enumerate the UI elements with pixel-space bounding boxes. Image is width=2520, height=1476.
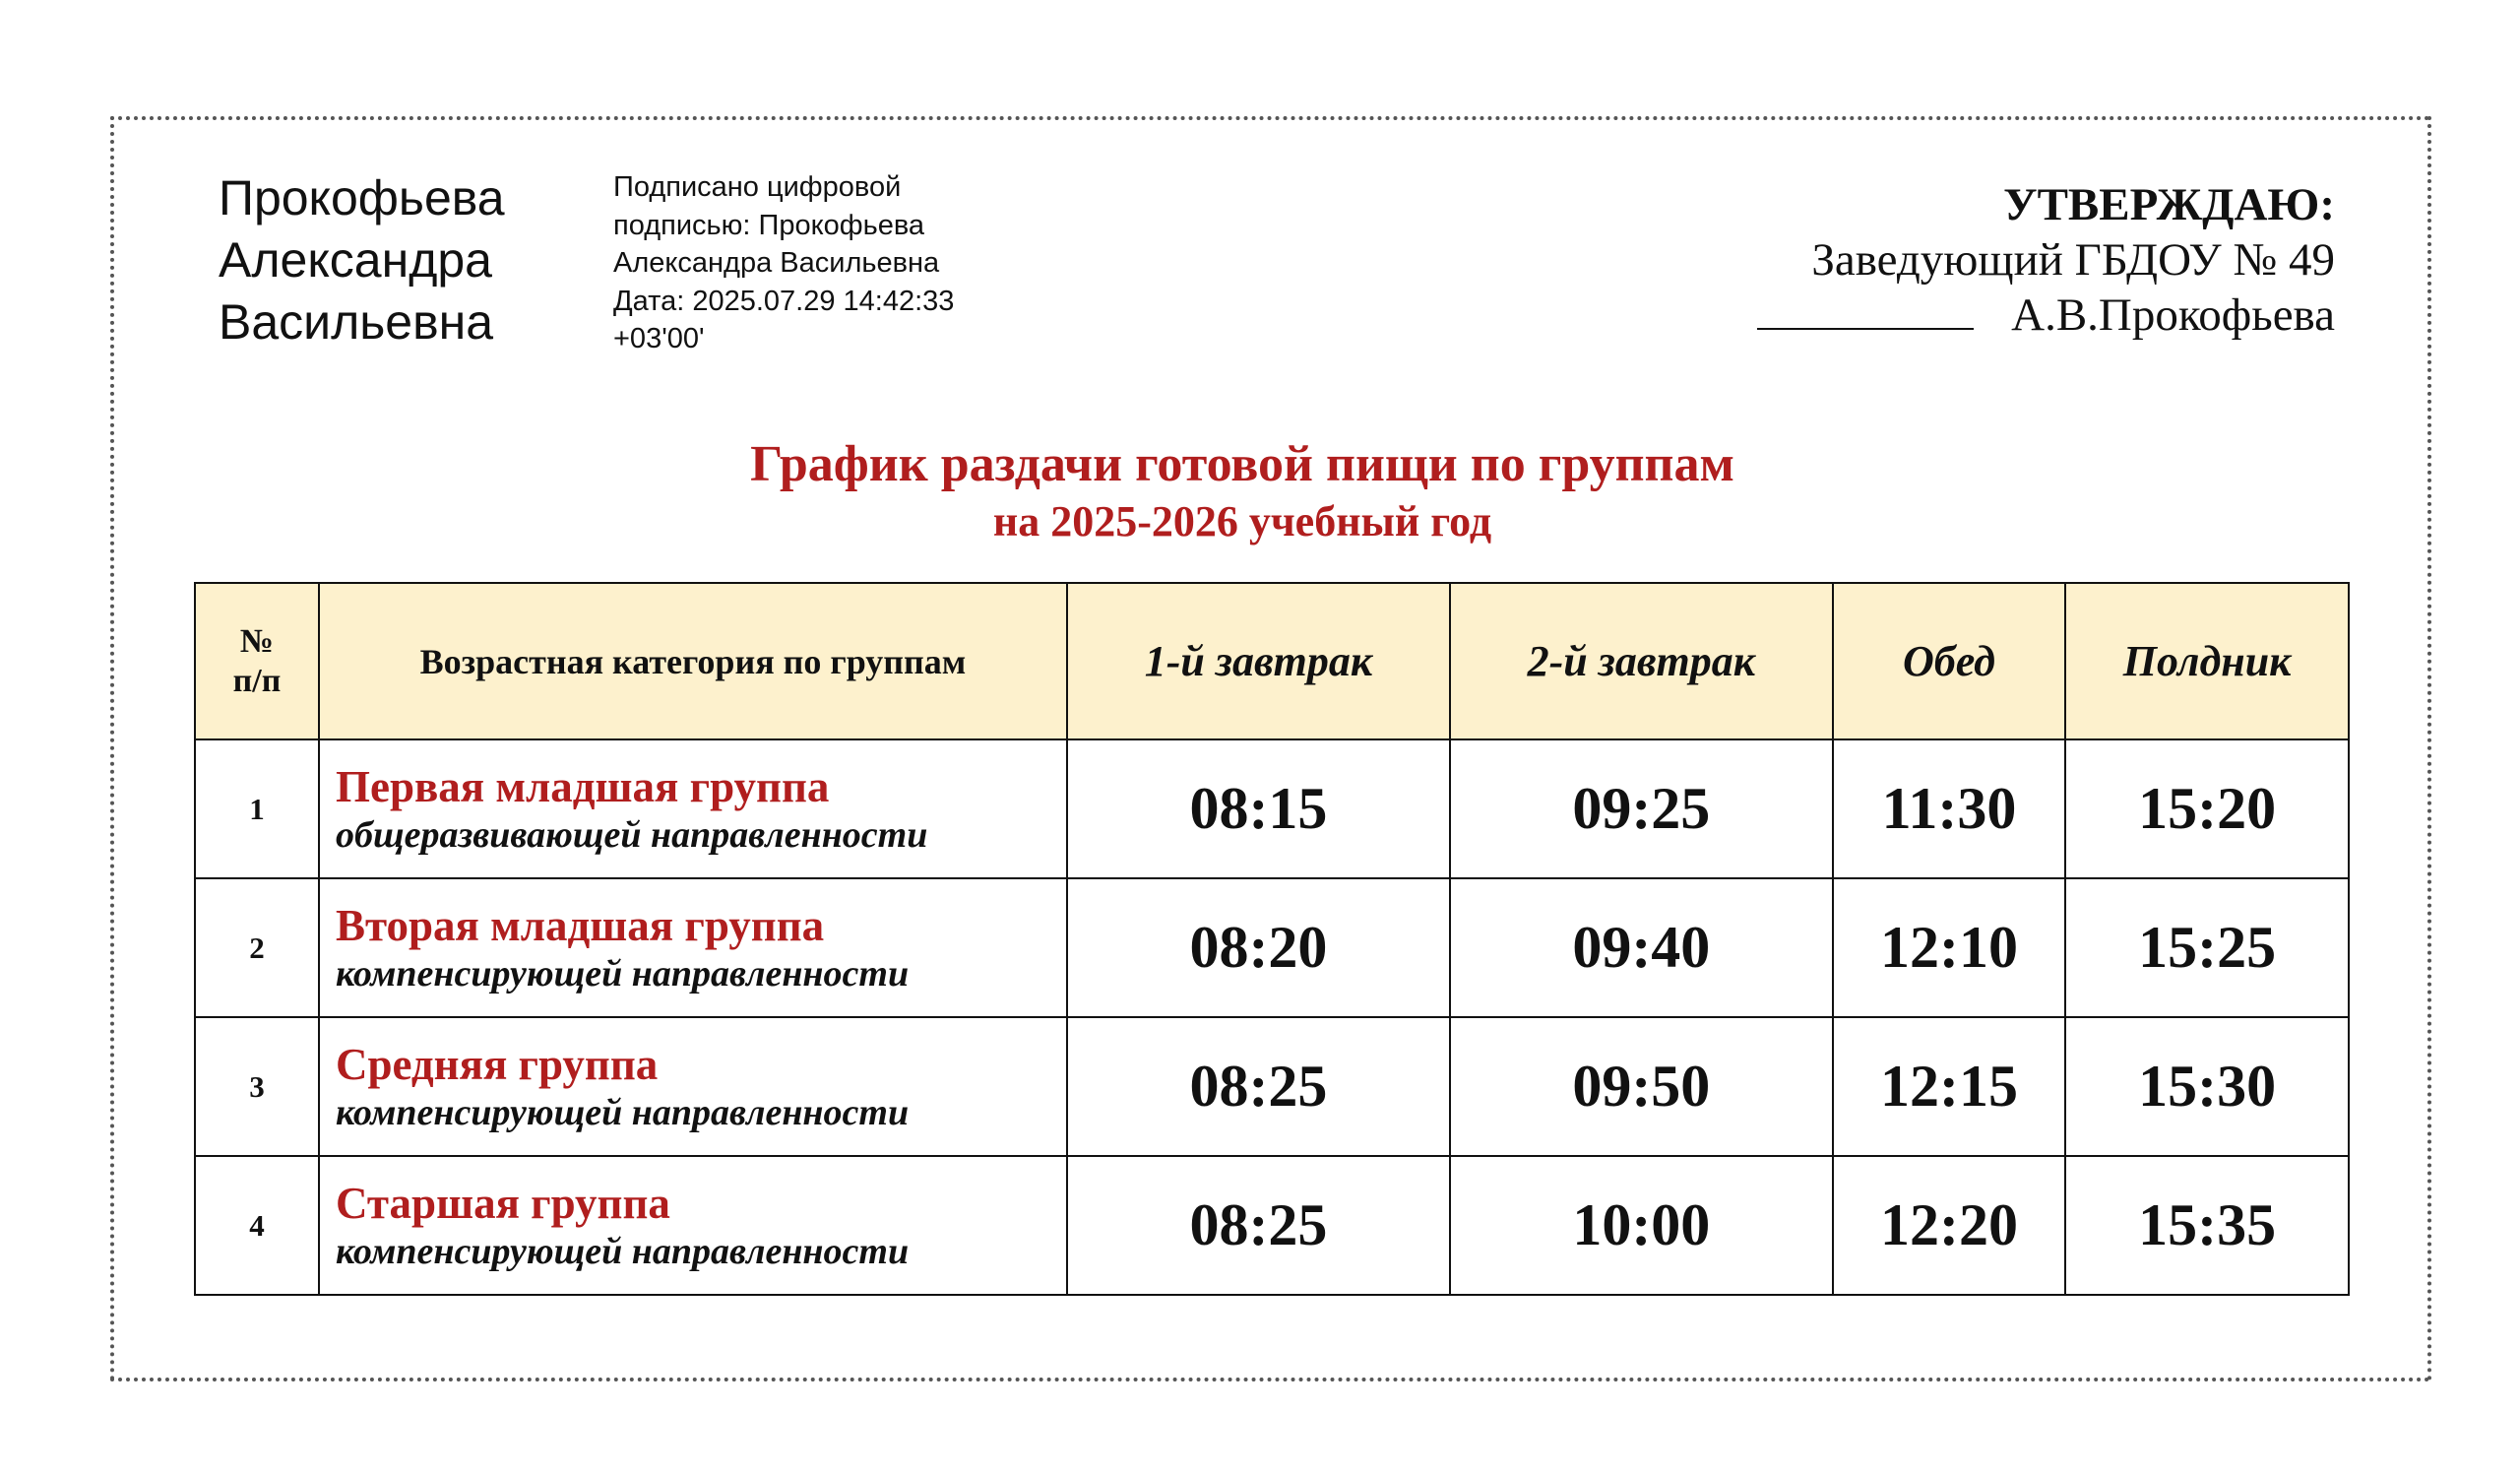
digital-signature-name	[219, 167, 573, 353]
row-number: 1	[195, 739, 319, 878]
row-group	[319, 1156, 1067, 1295]
group-description: компенсирующей направленности	[336, 1091, 910, 1133]
row-number: 4	[195, 1156, 319, 1295]
time-breakfast2: 10:00	[1450, 1156, 1833, 1295]
signature-info-line: подписью: Прокофьева	[613, 209, 925, 241]
group-name: Старшая группа	[336, 1178, 670, 1228]
header-group: Возрастная категория по группам	[319, 583, 1067, 739]
header-lunch: Обед	[1833, 583, 2065, 739]
table-row	[195, 1156, 2349, 1295]
header-snack: Полдник	[2065, 583, 2349, 739]
digital-signature-info	[613, 168, 1027, 358]
approval-block	[1626, 177, 2335, 343]
time-lunch: 12:10	[1833, 878, 2065, 1017]
document-title	[0, 433, 2520, 547]
time-breakfast1: 08:25	[1067, 1017, 1450, 1156]
signer-name-line: Александра	[219, 232, 492, 288]
row-group	[319, 1017, 1067, 1156]
meal-schedule-table	[194, 582, 2350, 1296]
approval-signature-row	[1626, 288, 2335, 343]
signature-info-line: Подписано цифровой	[613, 171, 902, 203]
time-lunch: 12:15	[1833, 1017, 2065, 1156]
signer-name-line: Васильевна	[219, 294, 494, 350]
signer-name-line: Прокофьева	[219, 170, 505, 225]
group-name: Средняя группа	[336, 1039, 659, 1089]
group-description: компенсирующей направленности	[336, 1230, 910, 1272]
table-row	[195, 1017, 2349, 1156]
header-breakfast1: 1-й завтрак	[1067, 583, 1450, 739]
group-name: Вторая младшая группа	[336, 900, 825, 950]
approval-heading: УТВЕРЖДАЮ:	[2003, 179, 2335, 230]
approval-signatory: А.В.Прокофьева	[2011, 289, 2335, 341]
header-number-abbr: п/п	[232, 662, 282, 699]
title-sub: на 2025-2026 учебный год	[992, 497, 1492, 545]
table-header-row	[195, 583, 2349, 739]
time-breakfast2: 09:50	[1450, 1017, 1833, 1156]
time-breakfast1: 08:15	[1067, 739, 1450, 878]
group-description: компенсирующей направленности	[336, 952, 910, 995]
time-breakfast2: 09:40	[1450, 878, 1833, 1017]
time-lunch: 11:30	[1833, 739, 2065, 878]
signature-blank-line	[1757, 289, 1974, 330]
header-breakfast2: 2-й завтрак	[1450, 583, 1833, 739]
approval-position: Заведующий ГБДОУ № 49	[1811, 234, 2335, 286]
time-lunch: 12:20	[1833, 1156, 2065, 1295]
time-snack: 15:30	[2065, 1017, 2349, 1156]
row-number: 3	[195, 1017, 319, 1156]
time-snack: 15:25	[2065, 878, 2349, 1017]
time-breakfast1: 08:25	[1067, 1156, 1450, 1295]
header-number-symbol: №	[239, 622, 275, 660]
signature-info-line: +03'00'	[613, 323, 705, 354]
row-group	[319, 739, 1067, 878]
group-name: Первая младшая группа	[336, 761, 830, 811]
table-row	[195, 739, 2349, 878]
title-main: График раздачи готовой пищи по группам	[750, 436, 1734, 492]
table-row	[195, 878, 2349, 1017]
time-snack: 15:35	[2065, 1156, 2349, 1295]
time-snack: 15:20	[2065, 739, 2349, 878]
row-group	[319, 878, 1067, 1017]
time-breakfast1: 08:20	[1067, 878, 1450, 1017]
signature-info-line: Александра Васильевна	[613, 247, 940, 279]
row-number: 2	[195, 878, 319, 1017]
signature-info-line: Дата: 2025.07.29 14:42:33	[613, 285, 955, 317]
group-description: общеразвивающей направленности	[336, 813, 928, 856]
time-breakfast2: 09:25	[1450, 739, 1833, 878]
header-number	[195, 583, 319, 739]
